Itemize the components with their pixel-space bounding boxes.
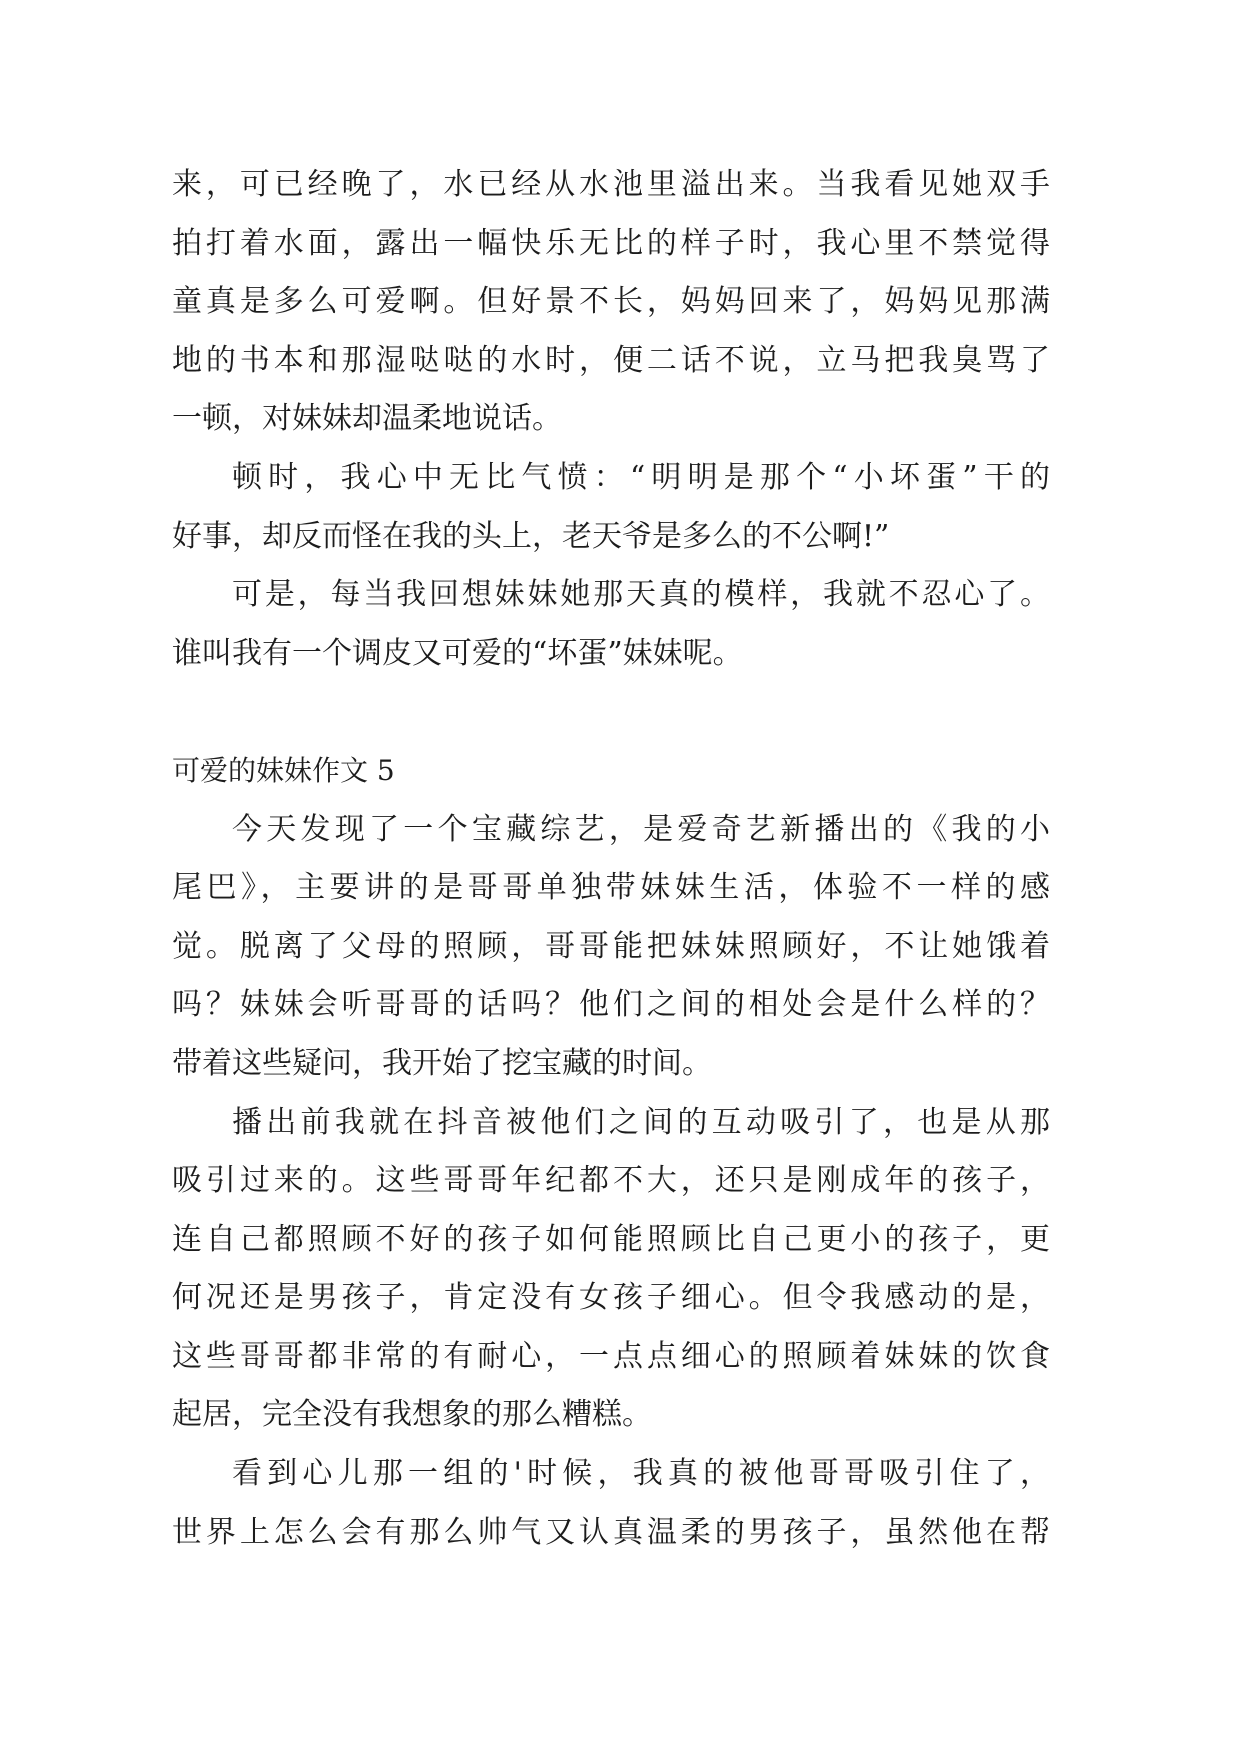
- text-line: 拍打着水面，露出一幅快乐无比的样子时，我心里不禁觉得: [172, 225, 1050, 261]
- text-line: 可是，每当我回想妹妹她那天真的模样，我就不忍心了。: [232, 577, 1050, 613]
- text-line: 看到心儿那一组的'时候，我真的被他哥哥吸引住了，: [232, 1456, 1050, 1492]
- paragraph: [172, 156, 1050, 449]
- text-line: 觉。脱离了父母的照顾，哥哥能把妹妹照顾好，不让她饿着: [172, 928, 1050, 964]
- text-line: 童真是多么可爱啊。但好景不长，妈妈回来了，妈妈见那满: [172, 284, 1050, 320]
- text-line: 吸引过来的。这些哥哥年纪都不大，还只是刚成年的孩子，: [172, 1163, 1050, 1199]
- text-line: 好事，却反而怪在我的头上，老天爷是多么的不公啊!”: [172, 518, 890, 554]
- section-heading: 可爱的妹妹作文 5: [172, 753, 395, 787]
- text-line: 这些哥哥都非常的有耐心，一点点细心的照顾着妹妹的饮食: [172, 1338, 1050, 1374]
- paragraph: [172, 566, 1050, 683]
- text-line: 何况还是男孩子，肯定没有女孩子细心。但令我感动的是，: [172, 1280, 1050, 1316]
- text-line: 一顿，对妹妹却温柔地说话。: [172, 401, 562, 437]
- text-line: 来，可已经晚了，水已经从水池里溢出来。当我看见她双手: [172, 167, 1050, 202]
- blank-line: [172, 683, 1050, 742]
- text-line: 带着这些疑问，我开始了挖宝藏的时间。: [172, 1045, 712, 1081]
- text-line: 谁叫我有一个调皮又可爱的“坏蛋”妹妹呢。: [172, 635, 743, 671]
- document-body: [172, 156, 1050, 1562]
- text-line: 起居，完全没有我想象的那么糟糕。: [172, 1397, 652, 1433]
- text-line: 地的书本和那湿哒哒的水时，便二话不说，立马把我臭骂了: [172, 342, 1050, 378]
- text-line: 尾巴》，主要讲的是哥哥单独带妹妹生活，体验不一样的感: [172, 870, 1050, 906]
- paragraph: [172, 1445, 1050, 1562]
- text-line: 顿时，我心中无比气愤：“明明是那个“小坏蛋”干的: [232, 459, 1050, 495]
- paragraph: [172, 1094, 1050, 1446]
- paragraph: [172, 801, 1050, 1094]
- text-line: 吗？妹妹会听哥哥的话吗？他们之间的相处会是什么样的？: [172, 987, 1050, 1023]
- paragraph: [172, 449, 1050, 566]
- text-line: 今天发现了一个宝藏综艺，是爱奇艺新播出的《我的小: [232, 811, 1050, 847]
- text-line: 播出前我就在抖音被他们之间的互动吸引了，也是从那: [232, 1104, 1050, 1140]
- text-line: 连自己都照顾不好的孩子如何能照顾比自己更小的孩子，更: [172, 1221, 1050, 1257]
- text-line: 世界上怎么会有那么帅气又认真温柔的男孩子，虽然他在帮: [172, 1514, 1050, 1550]
